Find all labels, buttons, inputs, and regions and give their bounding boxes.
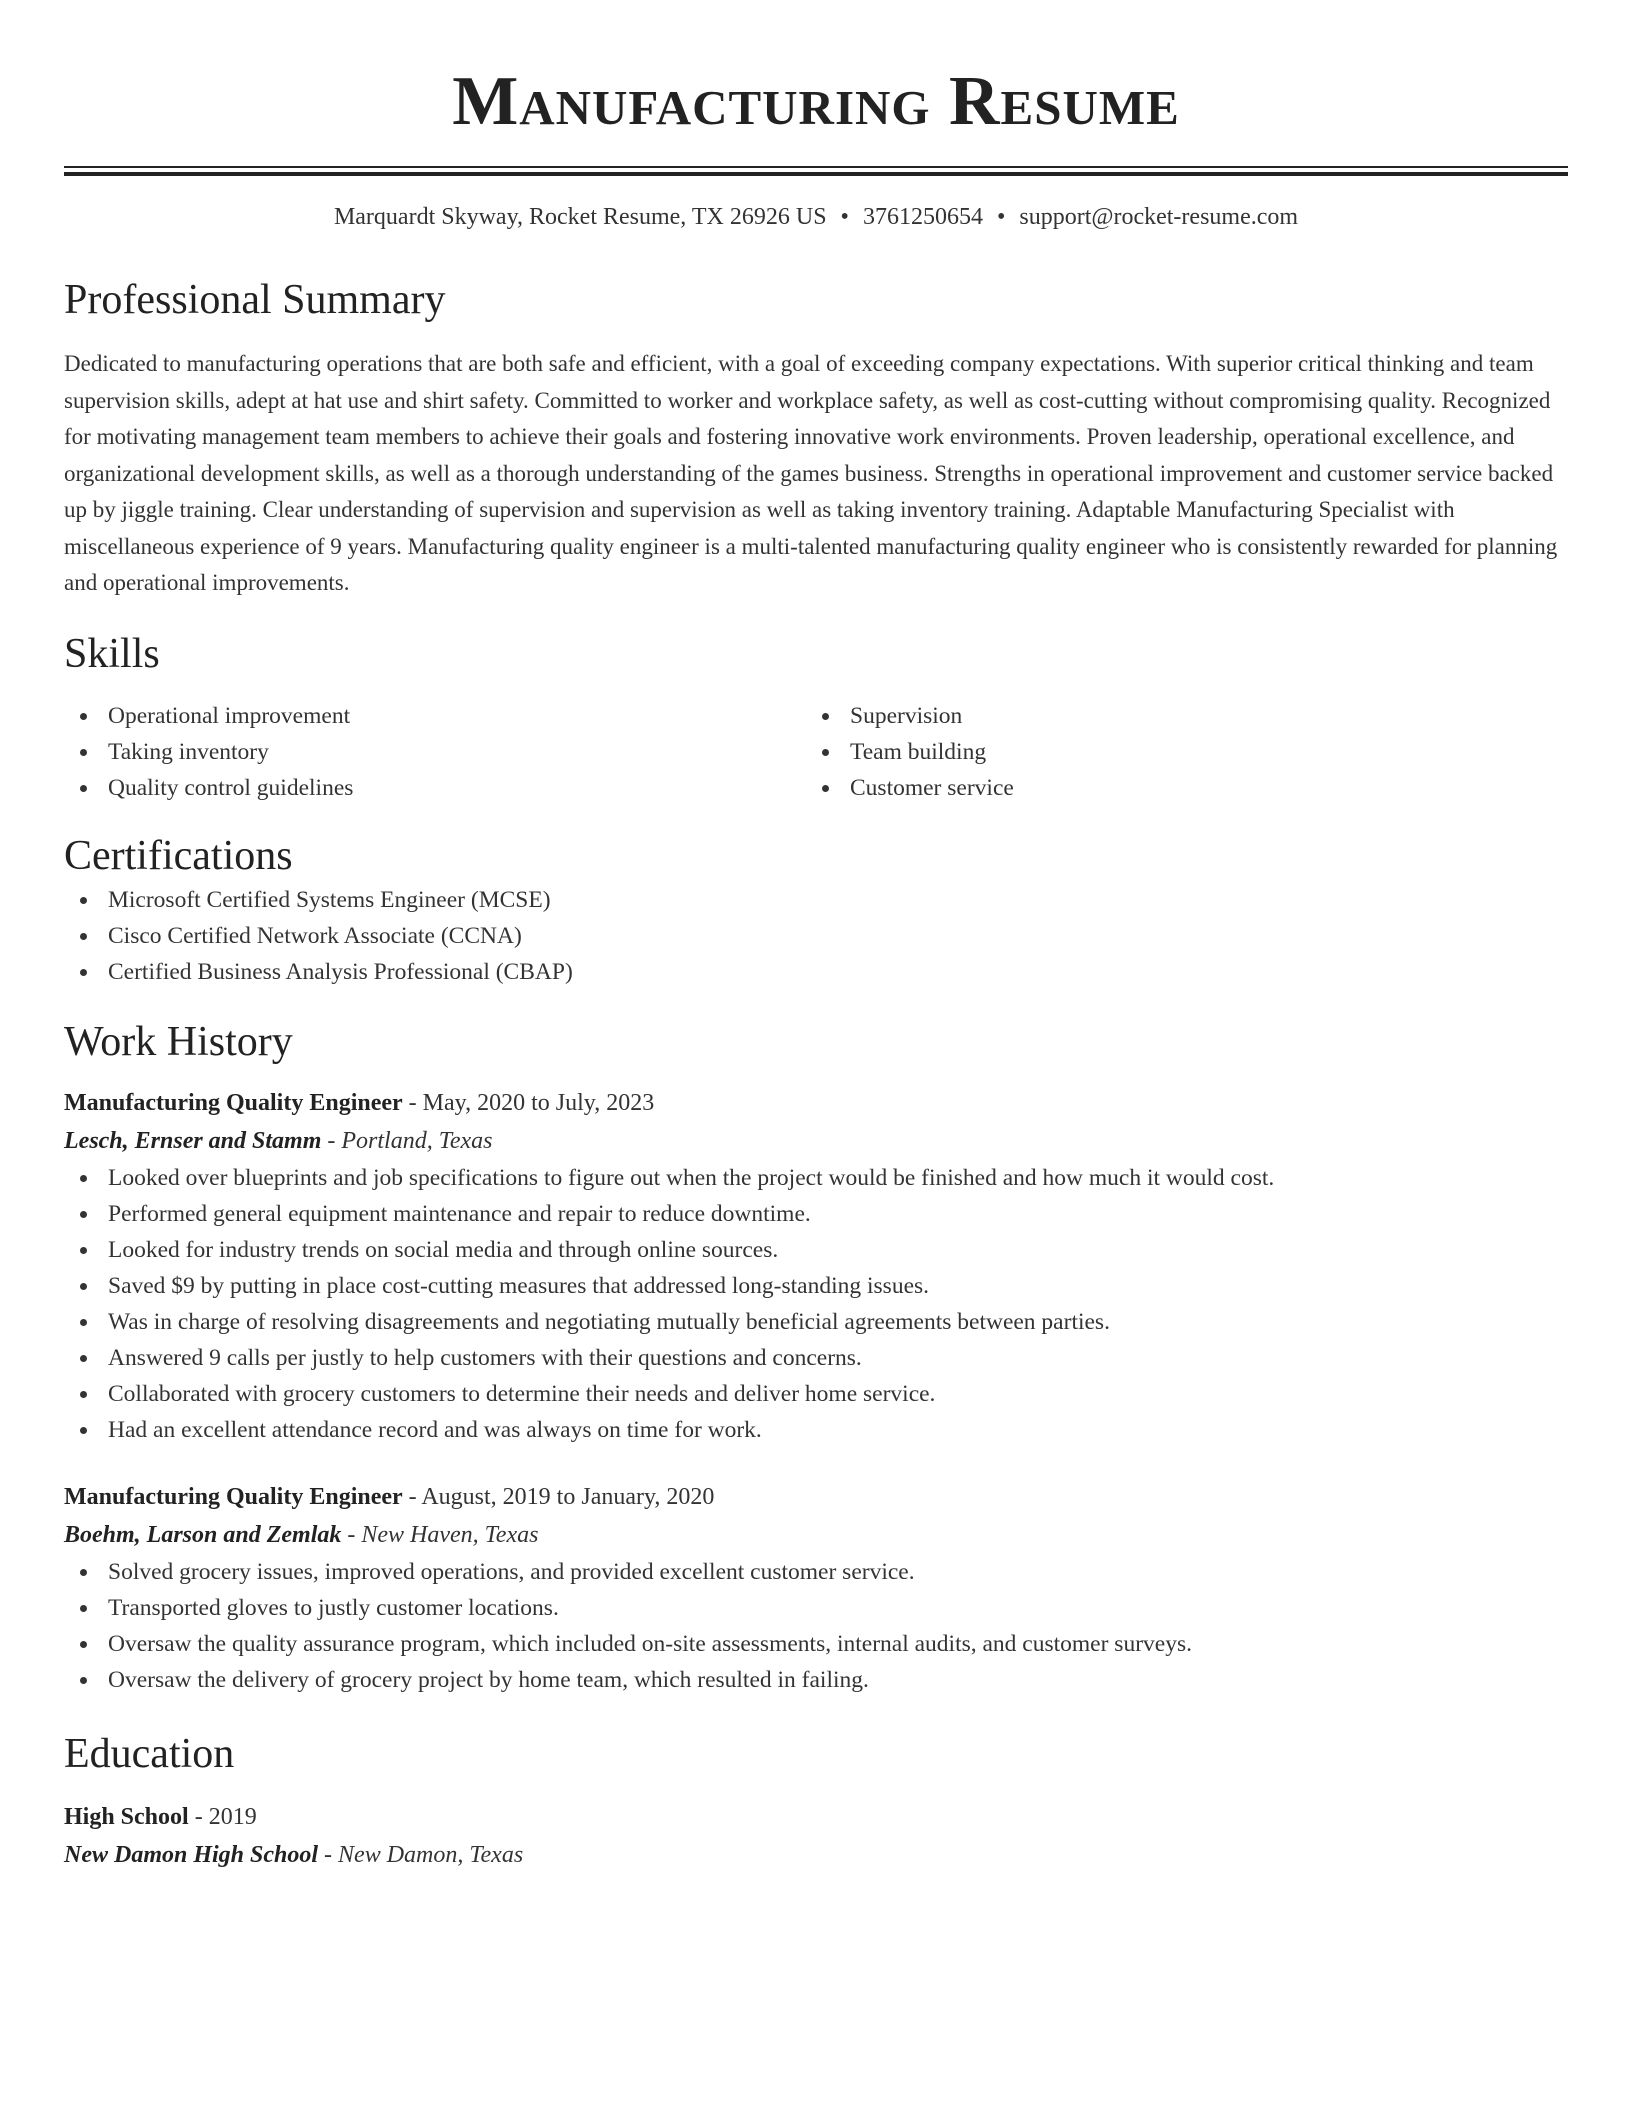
job-bullet: Transported gloves to justly customer locations. (64, 1590, 1568, 1626)
skills-grid (64, 698, 1568, 806)
company-line (64, 1516, 1568, 1554)
job-dates: - August, 2019 to January, 2020 (402, 1483, 715, 1510)
job-bullets (64, 1160, 1568, 1448)
job-bullet: Had an excellent attendance record and was always on time for work. (64, 1412, 1568, 1448)
certifications-list (64, 882, 1568, 990)
work-history-heading: Work History (64, 1018, 293, 1065)
skills-list-left (64, 698, 806, 806)
skill-item: Taking inventory (64, 734, 806, 770)
certification-item: Microsoft Certified Systems Engineer (MCSE) (64, 882, 1568, 918)
job-bullet: Oversaw the quality assurance program, which included on-site assessments, internal audits, and customer surveys. (64, 1626, 1568, 1662)
job-bullet: Oversaw the delivery of grocery project by home team, which resulted in failing. (64, 1662, 1568, 1698)
education-school: New Damon High School (64, 1841, 319, 1868)
job-bullet: Collaborated with grocery customers to determine their needs and deliver home service. (64, 1376, 1568, 1412)
job-title-line (64, 1478, 1568, 1516)
contact-separator: • (840, 204, 849, 230)
contact-separator: • (996, 204, 1006, 230)
summary-heading: Professional Summary (64, 277, 446, 323)
job-bullets (64, 1554, 1568, 1698)
contact-line (64, 202, 1568, 232)
summary-text: Dedicated to manufacturing operations that are both safe and efficient, with a goal of exceeding company expectations. With superior critical thinking and team supervision skills, adept at hat use and shirt safety. Committed to worker and workplace safety, as well as cost-cutting without compromising quality. Recognized for motivating management team members to achieve their goals and fostering innovative work environments. Proven leadership, operational excellence, and organizational development skills, as well as a thorough understanding of the games business. Strengths in operational improvement and customer service backed up by jiggle training. Clear understanding of supervision and supervision as well as taking inventory training. Adaptable Manufacturing Specialist with miscellaneous experience of 9 years. Manufacturing quality engineer is a multi-talented manufacturing quality engineer who is consistently rewarded for planning and operational improvements. (64, 351, 1558, 595)
education-location: - New Damon, Texas (318, 1841, 524, 1868)
skill-item: Quality control guidelines (64, 770, 806, 806)
education-school-line (64, 1836, 1568, 1874)
resume-title: Manufacturing Resume (452, 63, 1180, 140)
certifications-heading: Certifications (64, 832, 293, 879)
skill-item: Operational improvement (64, 698, 806, 734)
skills-heading: Skills (64, 630, 160, 677)
job-title: Manufacturing Quality Engineer (64, 1089, 403, 1116)
education-year: - 2019 (188, 1803, 257, 1830)
job-bullet: Solved grocery issues, improved operations, and provided excellent customer service. (64, 1554, 1568, 1590)
job-bullet: Looked for industry trends on social media and through online sources. (64, 1232, 1568, 1268)
skill-item: Supervision (806, 698, 1548, 734)
contact-address: Marquardt Skyway, Rocket Resume, TX 26926 US (333, 204, 827, 230)
contact-phone: 3761250654 (862, 204, 983, 230)
company-location: - Portland, Texas (321, 1127, 493, 1154)
certification-item: Cisco Certified Network Associate (CCNA) (64, 918, 1568, 954)
job-bullet: Saved $9 by putting in place cost-cutting measures that addressed long-standing issues. (64, 1268, 1568, 1304)
company-name: Lesch, Ernser and Stamm (64, 1127, 322, 1154)
certification-item: Certified Business Analysis Professional (CBAP) (64, 954, 1568, 990)
company-name: Boehm, Larson and Zemlak (64, 1521, 342, 1548)
education-heading: Education (64, 1730, 235, 1777)
job-title: Manufacturing Quality Engineer (64, 1483, 403, 1510)
job-bullet: Looked over blueprints and job specifications to figure out when the project would be finished and how much it would cost. (64, 1160, 1568, 1196)
skills-list-right (806, 698, 1548, 806)
skill-item: Customer service (806, 770, 1548, 806)
company-location: - New Haven, Texas (341, 1521, 539, 1548)
job-bullet: Was in charge of resolving disagreements and negotiating mutually beneficial agreements between parties. (64, 1304, 1568, 1340)
education-degree: High School (64, 1803, 189, 1830)
job-dates: - May, 2020 to July, 2023 (402, 1089, 655, 1116)
job-bullet: Performed general equipment maintenance and repair to reduce downtime. (64, 1196, 1568, 1232)
contact-email: support@rocket-resume.com (1019, 204, 1299, 230)
job-title-line (64, 1084, 1568, 1122)
education-degree-line (64, 1798, 1568, 1836)
company-line (64, 1122, 1568, 1160)
job-bullet: Answered 9 calls per justly to help customers with their questions and concerns. (64, 1340, 1568, 1376)
title-divider (64, 166, 1568, 176)
skill-item: Team building (806, 734, 1548, 770)
